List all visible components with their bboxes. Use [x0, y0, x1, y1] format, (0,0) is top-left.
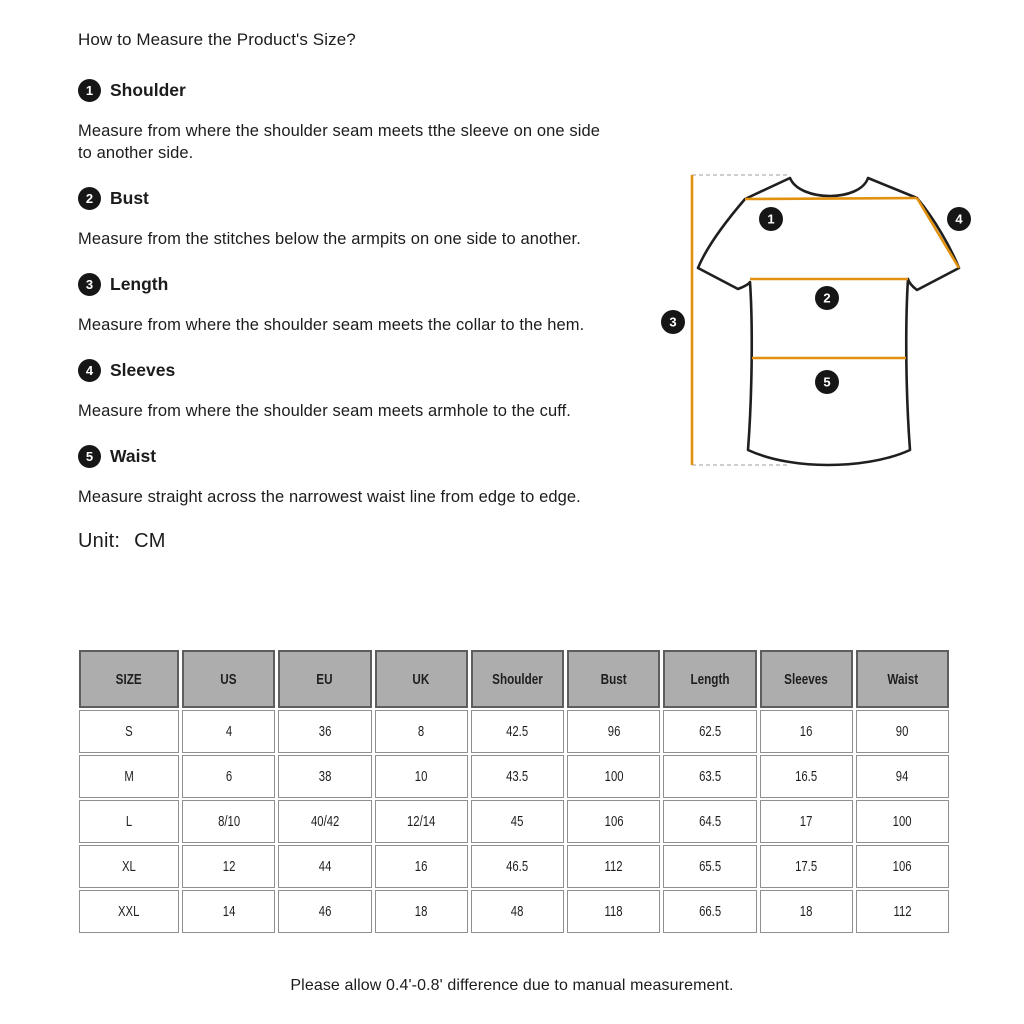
- cell: 46.5: [471, 845, 564, 888]
- cell: 46: [278, 890, 371, 933]
- section-label-waist: Waist: [110, 445, 157, 466]
- number-badge-3-icon: 3: [78, 273, 101, 296]
- cell: XL: [79, 845, 179, 888]
- header-us: US: [182, 650, 275, 708]
- section-heading-bust: [78, 186, 618, 210]
- marker-4-number: 4: [955, 211, 963, 227]
- header-length: Length: [663, 650, 756, 708]
- table-row-xxl: [79, 890, 949, 933]
- cell: 62.5: [663, 710, 756, 753]
- section-heading-waist: [78, 444, 618, 468]
- cell: 90: [856, 710, 949, 753]
- cell: 44: [278, 845, 371, 888]
- cell: 112: [856, 890, 949, 933]
- cell: 96: [567, 710, 660, 753]
- cell: 8: [375, 710, 468, 753]
- page-title: How to Measure the Product's Size?: [78, 30, 356, 49]
- section-desc-bust: Measure from the stitches below the armpits on one side to another.: [78, 230, 581, 248]
- cell: 112: [567, 845, 660, 888]
- section-desc-shoulder: Measure from where the shoulder seam meets tthe sleeve on one side to another side.: [78, 122, 601, 162]
- cell: 94: [856, 755, 949, 798]
- cell: L: [79, 800, 179, 843]
- section-desc-waist: Measure straight across the narrowest waist line from edge to edge.: [78, 488, 581, 506]
- tshirt-outline: [698, 178, 959, 465]
- cell: 64.5: [663, 800, 756, 843]
- table-row-s: [79, 710, 949, 753]
- cell: 43.5: [471, 755, 564, 798]
- unit-value: CM: [134, 530, 166, 552]
- cell: 42.5: [471, 710, 564, 753]
- cell: 100: [567, 755, 660, 798]
- cell: 40/42: [278, 800, 371, 843]
- cell: 6: [182, 755, 275, 798]
- size-table: [76, 648, 952, 935]
- number-badge-4-icon: 4: [78, 359, 101, 382]
- diagram-marker-1: [759, 207, 783, 231]
- section-label-sleeves: Sleeves: [110, 359, 176, 380]
- cell: 38: [278, 755, 371, 798]
- cell: 4: [182, 710, 275, 753]
- header-size: SIZE: [79, 650, 179, 708]
- header-sleeves: Sleeves: [760, 650, 853, 708]
- diagram-marker-5: [815, 370, 839, 394]
- number-badge-1-icon: 1: [78, 79, 101, 102]
- marker-5-number: 5: [823, 374, 831, 390]
- diagram-marker-4: [947, 207, 971, 231]
- header-waist: Waist: [856, 650, 949, 708]
- cell: 45: [471, 800, 564, 843]
- measurement-tolerance-note: Please allow 0.4'-0.8' difference due to manual measurement.: [290, 977, 734, 994]
- cell: 14: [182, 890, 275, 933]
- section-desc-sleeves: Measure from where the shoulder seam meets armhole to the cuff.: [78, 402, 571, 420]
- cell: 65.5: [663, 845, 756, 888]
- table-header-row: [79, 650, 949, 708]
- section-label-shoulder: Shoulder: [110, 79, 186, 100]
- cell: 18: [760, 890, 853, 933]
- header-eu: EU: [278, 650, 371, 708]
- unit-line: [78, 530, 618, 553]
- section-label-length: Length: [110, 273, 169, 294]
- section-heading-shoulder: [78, 78, 618, 102]
- cell: 106: [567, 800, 660, 843]
- tshirt-measure-diagram: [650, 162, 1022, 484]
- header-bust: Bust: [567, 650, 660, 708]
- cell: S: [79, 710, 179, 753]
- cell: 118: [567, 890, 660, 933]
- cell: 36: [278, 710, 371, 753]
- cell: 100: [856, 800, 949, 843]
- unit-label: Unit:: [78, 530, 121, 552]
- cell: 16.5: [760, 755, 853, 798]
- number-badge-5-icon: 5: [78, 445, 101, 468]
- cell: 17: [760, 800, 853, 843]
- cell: 48: [471, 890, 564, 933]
- measurement-instructions: [78, 30, 618, 553]
- marker-3-number: 3: [669, 314, 677, 330]
- cell: 16: [375, 845, 468, 888]
- header-shoulder: Shoulder: [471, 650, 564, 708]
- table-row-m: [79, 755, 949, 798]
- cell: 16: [760, 710, 853, 753]
- cell: 12/14: [375, 800, 468, 843]
- diagram-marker-2: [815, 286, 839, 310]
- table-row-xl: [79, 845, 949, 888]
- marker-1-number: 1: [767, 211, 775, 227]
- marker-2-number: 2: [823, 290, 831, 306]
- cell: 106: [856, 845, 949, 888]
- cell: 12: [182, 845, 275, 888]
- cell: 63.5: [663, 755, 756, 798]
- tshirt-diagram-svg: [650, 162, 1022, 484]
- cell: 10: [375, 755, 468, 798]
- header-uk: UK: [375, 650, 468, 708]
- cell: 66.5: [663, 890, 756, 933]
- cell: 8/10: [182, 800, 275, 843]
- cell: 17.5: [760, 845, 853, 888]
- cell: M: [79, 755, 179, 798]
- table-row-l: [79, 800, 949, 843]
- diagram-marker-3: [661, 310, 685, 334]
- section-desc-length: Measure from where the shoulder seam meets the collar to the hem.: [78, 316, 585, 334]
- cell: XXL: [79, 890, 179, 933]
- section-label-bust: Bust: [110, 187, 149, 208]
- number-badge-2-icon: 2: [78, 187, 101, 210]
- section-heading-sleeves: [78, 358, 618, 382]
- section-heading-length: [78, 272, 618, 296]
- shoulder-measure-line: [745, 198, 917, 199]
- cell: 18: [375, 890, 468, 933]
